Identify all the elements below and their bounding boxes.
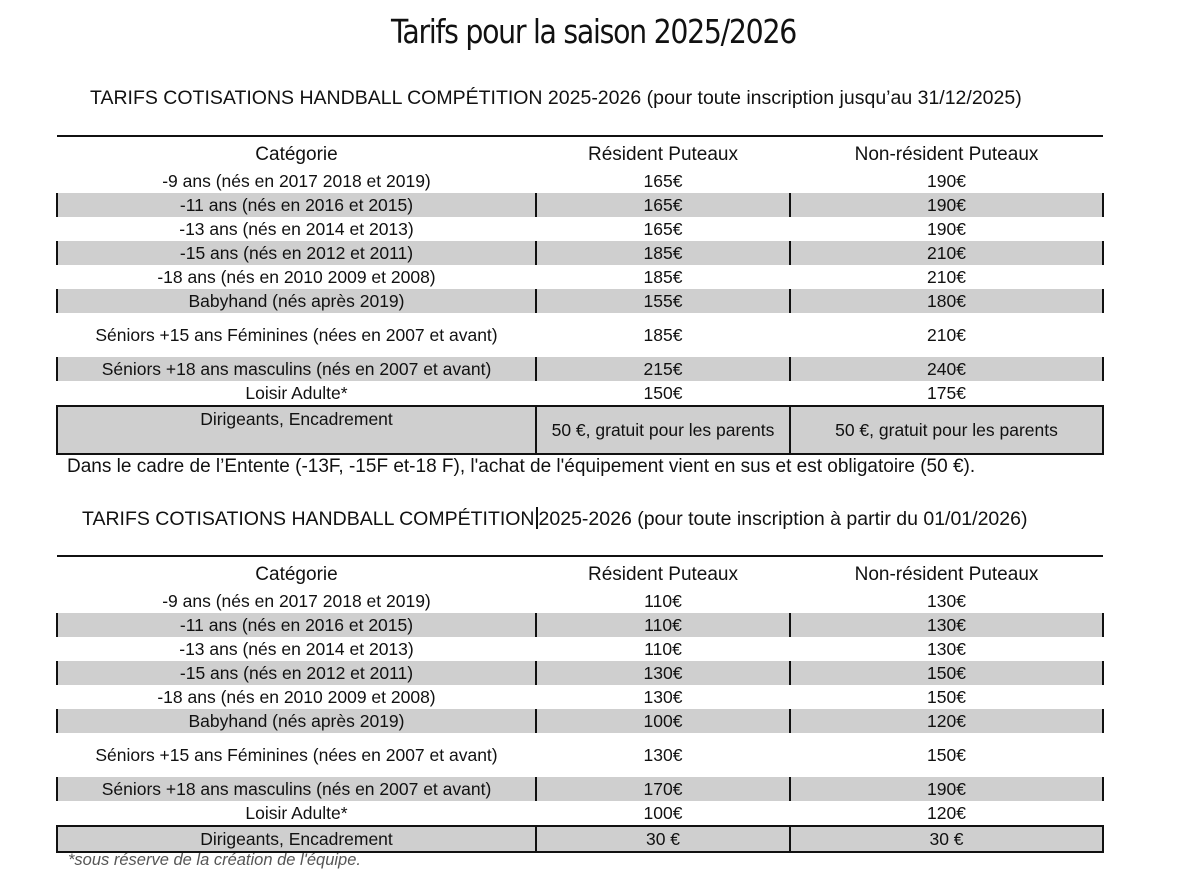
category-cell: Séniors +15 ans Féminines (nées en 2007 et avant) xyxy=(95,745,498,765)
table-row xyxy=(57,826,1103,852)
resident-price-cell: 165€ xyxy=(643,171,683,191)
category-cell: Séniors +18 ans masculins (nés en 2007 et avant) xyxy=(57,357,536,381)
non-resident-price-cell: 210€ xyxy=(927,325,966,345)
table-row xyxy=(57,169,1103,193)
resident-price-cell: 110€ xyxy=(536,613,790,637)
category-cell: Séniors +15 ans Féminines (nées en 2007 et avant) xyxy=(95,325,498,345)
col-header-non-resident: Non-résident Puteaux xyxy=(790,136,1103,169)
tarifs-table-2026 xyxy=(56,555,1104,853)
resident-price-cell: 185€ xyxy=(643,325,683,345)
non-resident-price-cell: 150€ xyxy=(790,661,1103,685)
non-resident-price-cell: 130€ xyxy=(927,591,966,611)
resident-price-cell: 100€ xyxy=(536,709,790,733)
resident-price-cell: 130€ xyxy=(536,661,790,685)
resident-price-cell: 30 € xyxy=(536,826,790,852)
non-resident-price-cell: 180€ xyxy=(790,289,1103,313)
resident-price-cell: 130€ xyxy=(643,745,683,765)
category-cell: Dirigeants, Encadrement xyxy=(57,406,536,454)
non-resident-price-cell: 240€ xyxy=(790,357,1103,381)
equipment-note: Dans le cadre de l’Entente (-13F, -15F et-18 F), l'achat de l'équipement vient en sus et est obligatoire (50 €). xyxy=(67,456,976,477)
resident-price-cell: 215€ xyxy=(536,357,790,381)
table-row xyxy=(57,613,1103,637)
resident-price-cell: 185€ xyxy=(643,267,683,287)
non-resident-price-cell: 120€ xyxy=(790,709,1103,733)
table-row xyxy=(57,685,1103,709)
non-resident-price-cell: 190€ xyxy=(790,193,1103,217)
category-cell: -15 ans (nés en 2012 et 2011) xyxy=(57,661,536,685)
non-resident-price-cell: 190€ xyxy=(790,777,1103,801)
non-resident-price-cell: 190€ xyxy=(927,219,966,239)
resident-price-cell: 110€ xyxy=(644,591,682,611)
category-cell: -9 ans (nés en 2017 2018 et 2019) xyxy=(162,171,431,191)
non-resident-price-cell: 120€ xyxy=(927,803,966,823)
table-row xyxy=(57,637,1103,661)
category-cell: Séniors +18 ans masculins (nés en 2007 et avant) xyxy=(57,777,536,801)
category-cell: Dirigeants, Encadrement xyxy=(57,826,536,852)
resident-price-cell: 50 €, gratuit pour les parents xyxy=(536,406,790,454)
category-cell: -13 ans (nés en 2014 et 2013) xyxy=(179,219,414,239)
section2-heading-part2: 2025-2026 (pour toute inscription à partir du 01/01/2026) xyxy=(538,508,1028,530)
non-resident-price-cell: 150€ xyxy=(927,745,966,765)
resident-price-cell: 110€ xyxy=(644,639,682,659)
resident-price-cell: 150€ xyxy=(643,383,683,403)
table-row xyxy=(57,313,1103,357)
col-header-category: Catégorie xyxy=(57,556,536,589)
table-row xyxy=(57,661,1103,685)
table-row xyxy=(57,357,1103,381)
table-row xyxy=(57,733,1103,777)
table-row xyxy=(57,801,1103,826)
category-cell: -18 ans (nés en 2010 2009 et 2008) xyxy=(157,267,436,287)
category-cell: Babyhand (nés après 2019) xyxy=(57,289,536,313)
table-row xyxy=(57,217,1103,241)
category-cell: -11 ans (nés en 2016 et 2015) xyxy=(57,193,536,217)
resident-price-cell: 155€ xyxy=(536,289,790,313)
resident-price-cell: 130€ xyxy=(643,687,683,707)
resident-price-cell: 185€ xyxy=(536,241,790,265)
table-header-row xyxy=(57,556,1103,589)
non-resident-price-cell: 50 €, gratuit pour les parents xyxy=(790,406,1103,454)
col-header-non-resident: Non-résident Puteaux xyxy=(790,556,1103,589)
section1-heading: TARIFS COTISATIONS HANDBALL COMPÉTITION 2025-2026 (pour toute inscription jusqu’au 31/12/2025) xyxy=(90,87,1022,109)
table-row xyxy=(57,709,1103,733)
resident-price-cell: 170€ xyxy=(536,777,790,801)
table-row xyxy=(57,193,1103,217)
category-cell: Babyhand (nés après 2019) xyxy=(57,709,536,733)
footnote: *sous réserve de la création de l'équipe. xyxy=(68,851,361,869)
category-cell: -15 ans (nés en 2012 et 2011) xyxy=(57,241,536,265)
category-cell: -13 ans (nés en 2014 et 2013) xyxy=(179,639,414,659)
page-title: Tarifs pour la saison 2025/2026 xyxy=(391,12,796,51)
resident-price-cell: 165€ xyxy=(643,219,683,239)
non-resident-price-cell: 130€ xyxy=(790,613,1103,637)
table-row xyxy=(57,265,1103,289)
col-header-category: Catégorie xyxy=(57,136,536,169)
section2-heading-part1: TARIFS COTISATIONS HANDBALL COMPÉTITION xyxy=(82,508,535,530)
table-row xyxy=(57,289,1103,313)
category-cell: -11 ans (nés en 2016 et 2015) xyxy=(57,613,536,637)
tarifs-table-2025 xyxy=(56,135,1104,455)
resident-price-cell: 100€ xyxy=(643,803,683,823)
table-row xyxy=(57,381,1103,406)
table-row xyxy=(57,777,1103,801)
col-header-resident: Résident Puteaux xyxy=(536,556,790,589)
non-resident-price-cell: 175€ xyxy=(927,383,966,403)
table-row xyxy=(57,406,1103,454)
category-cell: -9 ans (nés en 2017 2018 et 2019) xyxy=(162,591,431,611)
table-row xyxy=(57,241,1103,265)
non-resident-price-cell: 150€ xyxy=(927,687,966,707)
col-header-resident: Résident Puteaux xyxy=(536,136,790,169)
category-cell: Loisir Adulte* xyxy=(245,383,348,403)
non-resident-price-cell: 190€ xyxy=(927,171,966,191)
section2-heading xyxy=(82,507,1027,531)
table-header-row xyxy=(57,136,1103,169)
category-cell: Loisir Adulte* xyxy=(245,803,348,823)
text-cursor xyxy=(536,507,538,529)
resident-price-cell: 165€ xyxy=(536,193,790,217)
non-resident-price-cell: 30 € xyxy=(790,826,1103,852)
non-resident-price-cell: 210€ xyxy=(790,241,1103,265)
table-row xyxy=(57,589,1103,613)
category-cell: -18 ans (nés en 2010 2009 et 2008) xyxy=(157,687,436,707)
non-resident-price-cell: 130€ xyxy=(927,639,966,659)
non-resident-price-cell: 210€ xyxy=(927,267,966,287)
